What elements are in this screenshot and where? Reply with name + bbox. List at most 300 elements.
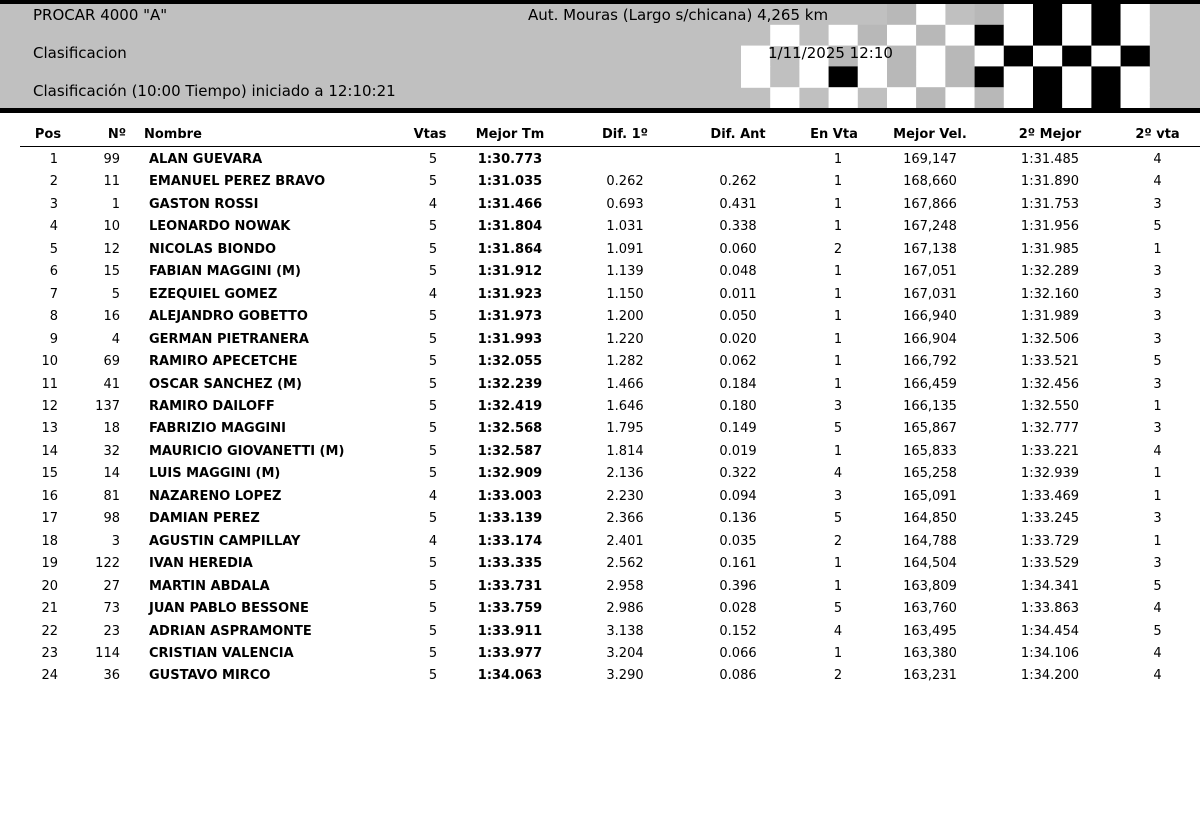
cell-best-time: 1:32.909 [477,466,543,482]
cell-best-speed: 167,051 [903,264,957,280]
cell-best-time: 1:33.759 [477,601,543,616]
col-header-second-best: 2º Mejor [1018,127,1082,142]
table-row [0,553,1200,575]
cell-number: 137 [95,398,120,414]
cell-second-lap: 4 [1153,668,1162,684]
cell-best-speed: 164,504 [903,556,957,572]
cell-diff-first: 2.401 [606,533,644,549]
cell-diff-prev: 0.262 [719,174,757,190]
cell-number: 3 [111,533,120,549]
cell-on-lap: 4 [833,623,843,639]
cell-diff-prev: 0.020 [719,331,757,347]
cell-best-speed: 164,788 [903,533,957,549]
cell-diff-first: 1.814 [606,443,644,459]
cell-best-speed: 167,248 [903,219,957,235]
cell-best-speed: 167,031 [903,286,957,302]
cell-diff-prev: 0.048 [719,264,757,280]
cell-best-time: 1:31.804 [477,219,543,235]
cell-pos: 10 [41,354,58,369]
cell-best-speed: 167,866 [903,196,957,212]
cell-on-lap: 1 [833,174,843,190]
cell-second-best: 1:31.753 [1020,196,1080,212]
header-bottom-line [0,108,1200,113]
cell-best-time: 1:31.466 [477,196,543,212]
cell-driver-name: EMANUEL PEREZ BRAVO [149,174,326,190]
cell-second-best: 1:31.485 [1020,152,1080,167]
cell-laps: 4 [428,533,438,549]
cell-second-lap: 5 [1153,578,1162,594]
cell-number: 41 [103,376,120,392]
col-header-second-lap: 2º vta [1135,127,1180,142]
cell-second-best: 1:32.160 [1020,286,1080,302]
cell-second-best: 1:34.106 [1020,645,1080,661]
table-row [0,508,1200,530]
cell-best-speed: 165,867 [903,421,957,437]
table-row [0,194,1200,216]
cell-diff-first: 2.562 [606,556,644,572]
cell-on-lap: 5 [833,511,843,527]
table-row [0,329,1200,351]
cell-best-speed: 166,792 [903,354,957,369]
cell-number: 11 [103,174,120,190]
cell-second-best: 1:31.890 [1020,174,1080,190]
table-row [0,486,1200,508]
cell-driver-name: ALEJANDRO GOBETTO [149,309,308,325]
cell-second-best: 1:31.985 [1020,241,1080,257]
cell-pos: 2 [49,174,58,190]
cell-laps: 5 [428,331,438,347]
col-header-best-time: Mejor Tm [475,127,545,142]
cell-best-time: 1:31.993 [477,331,543,347]
cell-second-best: 1:32.289 [1020,264,1080,280]
cell-best-speed: 169,147 [903,152,957,167]
cell-best-speed: 165,258 [903,466,957,482]
cell-laps: 5 [428,398,438,414]
cell-best-speed: 163,231 [903,668,957,684]
cell-best-time: 1:32.055 [477,354,543,369]
cell-second-lap: 4 [1153,152,1162,167]
cell-best-time: 1:31.912 [477,264,543,280]
cell-diff-prev: 0.011 [719,286,757,302]
cell-best-speed: 163,380 [903,645,957,661]
cell-number: 15 [103,264,120,280]
header-underline [20,146,1200,147]
cell-second-lap: 1 [1153,488,1162,504]
table-row [0,418,1200,440]
cell-on-lap: 5 [833,601,843,616]
cell-second-best: 1:34.341 [1020,578,1080,594]
cell-pos: 5 [49,241,58,257]
cell-driver-name: RAMIRO APECETCHE [149,354,298,369]
cell-pos: 11 [41,376,58,392]
cell-diff-prev: 0.338 [719,219,757,235]
cell-second-best: 1:33.221 [1020,443,1080,459]
cell-on-lap: 1 [833,264,843,280]
cell-diff-prev: 0.062 [719,354,757,369]
cell-driver-name: MARTIN ABDALA [149,578,270,594]
cell-laps: 5 [428,219,438,235]
cell-diff-prev: 0.136 [719,511,757,527]
cell-second-lap: 1 [1153,466,1162,482]
cell-pos: 23 [41,645,58,661]
table-row [0,374,1200,396]
cell-on-lap: 1 [833,376,843,392]
cell-diff-first: 0.262 [606,174,644,190]
cell-best-time: 1:32.419 [477,398,543,414]
cell-number: 122 [95,556,120,572]
cell-laps: 5 [428,264,438,280]
cell-laps: 5 [428,466,438,482]
col-header-num: Nº [107,127,127,142]
cell-laps: 5 [428,174,438,190]
cell-best-time: 1:33.731 [477,578,543,594]
cell-best-time: 1:31.973 [477,309,543,325]
cell-diff-first: 1.091 [606,241,644,257]
table-row [0,306,1200,328]
cell-best-time: 1:33.174 [477,533,543,549]
cell-driver-name: LEONARDO NOWAK [149,219,291,235]
cell-diff-prev: 0.149 [719,421,757,437]
cell-driver-name: CRISTIAN VALENCIA [149,645,294,661]
cell-diff-prev: 0.035 [719,533,757,549]
cell-second-lap: 3 [1153,556,1162,572]
cell-diff-first: 1.795 [606,421,644,437]
cell-best-speed: 167,138 [903,241,957,257]
session-name: Clasificacion [33,44,127,62]
cell-diff-prev: 0.094 [719,488,757,504]
cell-diff-first: 1.139 [606,264,644,280]
cell-second-best: 1:33.521 [1020,354,1080,369]
table-row [0,284,1200,306]
cell-pos: 19 [41,556,58,572]
table-row [0,216,1200,238]
cell-laps: 5 [428,376,438,392]
table-row [0,171,1200,193]
cell-laps: 5 [428,241,438,257]
cell-best-time: 1:33.139 [477,511,543,527]
cell-pos: 18 [41,533,58,549]
cell-diff-first: 0.693 [606,196,644,212]
cell-diff-prev: 0.060 [719,241,757,257]
cell-diff-first: 1.150 [606,286,644,302]
cell-driver-name: IVAN HEREDIA [149,556,253,572]
cell-second-lap: 5 [1153,219,1162,235]
cell-pos: 12 [41,398,58,414]
cell-number: 18 [103,421,120,437]
cell-second-lap: 4 [1153,601,1162,616]
cell-second-lap: 3 [1153,511,1162,527]
cell-second-lap: 4 [1153,443,1162,459]
table-row [0,621,1200,643]
cell-driver-name: ADRIAN ASPRAMONTE [149,623,312,639]
cell-on-lap: 2 [833,241,843,257]
cell-laps: 5 [428,354,438,369]
category-title: PROCAR 4000 "A" [33,6,168,24]
cell-driver-name: JUAN PABLO BESSONE [149,601,309,616]
cell-second-best: 1:33.469 [1020,488,1080,504]
cell-best-speed: 165,091 [903,488,957,504]
cell-number: 114 [95,645,120,661]
table-row [0,441,1200,463]
cell-second-best: 1:34.454 [1020,623,1080,639]
cell-pos: 13 [41,421,58,437]
cell-number: 99 [103,152,120,167]
cell-on-lap: 3 [833,488,843,504]
cell-pos: 15 [41,466,58,482]
cell-best-speed: 165,833 [903,443,957,459]
cell-number: 23 [103,623,120,639]
cell-best-speed: 163,495 [903,623,957,639]
cell-diff-first: 1.466 [606,376,644,392]
cell-on-lap: 1 [833,578,843,594]
cell-laps: 4 [428,286,438,302]
table-row [0,463,1200,485]
cell-second-best: 1:32.456 [1020,376,1080,392]
cell-second-lap: 3 [1153,286,1162,302]
table-row [0,149,1200,171]
cell-laps: 5 [428,152,438,167]
cell-on-lap: 4 [833,466,843,482]
cell-best-speed: 168,660 [903,174,957,190]
cell-second-lap: 3 [1153,196,1162,212]
cell-second-lap: 3 [1153,421,1162,437]
cell-second-best: 1:34.200 [1020,668,1080,684]
table-row [0,531,1200,553]
cell-laps: 5 [428,556,438,572]
cell-pos: 7 [49,286,58,302]
cell-number: 32 [103,443,120,459]
table-row [0,643,1200,665]
cell-on-lap: 1 [833,354,843,369]
cell-number: 5 [111,286,120,302]
cell-number: 27 [103,578,120,594]
cell-diff-prev: 0.180 [719,398,757,414]
cell-number: 81 [103,488,120,504]
cell-laps: 5 [428,668,438,684]
cell-number: 73 [103,601,120,616]
cell-laps: 5 [428,309,438,325]
cell-second-best: 1:33.729 [1020,533,1080,549]
cell-laps: 5 [428,421,438,437]
cell-second-lap: 4 [1153,645,1162,661]
table-row [0,576,1200,598]
cell-driver-name: LUIS MAGGINI (M) [149,466,281,482]
cell-diff-first: 1.200 [606,309,644,325]
cell-best-time: 1:34.063 [477,668,543,684]
cell-laps: 5 [428,511,438,527]
cell-best-time: 1:32.239 [477,376,543,392]
cell-on-lap: 2 [833,533,843,549]
cell-diff-prev: 0.028 [719,601,757,616]
cell-laps: 5 [428,623,438,639]
cell-laps: 5 [428,601,438,616]
cell-diff-prev: 0.066 [719,645,757,661]
cell-best-time: 1:31.864 [477,241,543,257]
cell-diff-first: 2.958 [606,578,644,594]
cell-diff-prev: 0.086 [719,668,757,684]
cell-number: 10 [103,219,120,235]
cell-number: 14 [103,466,120,482]
cell-driver-name: MAURICIO GIOVANETTI (M) [149,443,345,459]
cell-second-best: 1:32.939 [1020,466,1080,482]
cell-best-speed: 166,459 [903,376,957,392]
cell-diff-first: 2.986 [606,601,644,616]
cell-on-lap: 1 [833,309,843,325]
cell-second-lap: 4 [1153,174,1162,190]
cell-number: 36 [103,668,120,684]
cell-best-time: 1:32.587 [477,443,543,459]
cell-pos: 20 [41,578,58,594]
cell-pos: 9 [49,331,58,347]
cell-laps: 5 [428,578,438,594]
cell-pos: 14 [41,443,58,459]
table-row [0,261,1200,283]
cell-on-lap: 1 [833,556,843,572]
table-row [0,665,1200,687]
cell-on-lap: 2 [833,668,843,684]
cell-diff-prev: 0.431 [719,196,757,212]
cell-on-lap: 1 [833,196,843,212]
cell-driver-name: EZEQUIEL GOMEZ [149,286,278,302]
cell-best-speed: 164,850 [903,511,957,527]
cell-on-lap: 5 [833,421,843,437]
col-header-laps: Vtas [413,127,447,142]
cell-diff-first: 3.204 [606,645,644,661]
cell-second-lap: 3 [1153,309,1162,325]
cell-number: 4 [111,331,120,347]
cell-diff-first: 2.136 [606,466,644,482]
table-row [0,351,1200,373]
cell-diff-first: 1.031 [606,219,644,235]
cell-second-lap: 1 [1153,241,1162,257]
cell-number: 69 [103,354,120,369]
cell-driver-name: ALAN GUEVARA [149,152,263,167]
cell-diff-prev: 0.161 [719,556,757,572]
cell-diff-prev: 0.184 [719,376,757,392]
cell-second-best: 1:33.863 [1020,601,1080,616]
col-header-pos: Pos [34,127,62,142]
cell-on-lap: 1 [833,286,843,302]
cell-driver-name: FABRIZIO MAGGINI [149,421,286,437]
cell-driver-name: NICOLAS BIONDO [149,241,277,257]
cell-number: 98 [103,511,120,527]
cell-diff-first: 1.282 [606,354,644,369]
cell-second-lap: 3 [1153,376,1162,392]
cell-laps: 5 [428,645,438,661]
cell-diff-first: 1.220 [606,331,644,347]
cell-laps: 4 [428,488,438,504]
cell-diff-prev: 0.152 [719,623,757,639]
cell-best-time: 1:33.335 [477,556,543,572]
cell-driver-name: OSCAR SANCHEZ (M) [149,376,302,392]
cell-on-lap: 1 [833,152,843,167]
cell-second-lap: 1 [1153,533,1162,549]
cell-best-time: 1:30.773 [477,152,543,167]
cell-second-lap: 5 [1153,354,1162,369]
cell-second-best: 1:33.529 [1020,556,1080,572]
cell-driver-name: FABIAN MAGGINI (M) [149,264,301,280]
cell-second-lap: 3 [1153,331,1162,347]
cell-on-lap: 1 [833,443,843,459]
cell-best-time: 1:31.035 [477,174,543,190]
cell-diff-prev: 0.322 [719,466,757,482]
cell-diff-first: 2.230 [606,488,644,504]
cell-number: 12 [103,241,120,257]
cell-second-best: 1:32.550 [1020,398,1080,414]
cell-diff-first: 1.646 [606,398,644,414]
col-header-best-speed: Mejor Vel. [893,127,967,142]
table-row [0,239,1200,261]
cell-number: 16 [103,309,120,325]
cell-pos: 21 [41,601,58,616]
col-header-diff-first: Dif. 1º [601,127,649,142]
cell-pos: 4 [49,219,58,235]
cell-pos: 22 [41,623,58,639]
cell-best-speed: 166,904 [903,331,957,347]
cell-number: 1 [111,196,120,212]
cell-best-time: 1:32.568 [477,421,543,437]
session-datetime: 1/11/2025 12:10 [768,44,893,62]
report-header [0,0,1200,113]
cell-driver-name: NAZARENO LOPEZ [149,488,282,504]
cell-second-best: 1:31.989 [1020,309,1080,325]
cell-best-speed: 163,809 [903,578,957,594]
cell-pos: 24 [41,668,58,684]
cell-pos: 6 [49,264,58,280]
cell-second-best: 1:33.245 [1020,511,1080,527]
cell-pos: 16 [41,488,58,504]
cell-diff-first: 3.290 [606,668,644,684]
cell-driver-name: GUSTAVO MIRCO [149,668,271,684]
col-header-diff-prev: Dif. Ant [710,127,766,142]
cell-best-speed: 166,940 [903,309,957,325]
cell-best-speed: 166,135 [903,398,957,414]
cell-driver-name: AGUSTIN CAMPILLAY [149,533,301,549]
cell-pos: 1 [49,152,58,167]
cell-second-lap: 5 [1153,623,1162,639]
circuit-name: Aut. Mouras (Largo s/chicana) 4,265 km [528,6,829,24]
cell-best-speed: 163,760 [903,601,957,616]
cell-diff-first: 2.366 [606,511,644,527]
cell-diff-prev: 0.050 [719,309,757,325]
cell-best-time: 1:33.911 [477,623,543,639]
session-subtitle: Clasificación (10:00 Tiempo) iniciado a 12:10:21 [33,82,396,100]
cell-laps: 5 [428,443,438,459]
cell-driver-name: RAMIRO DAILOFF [149,398,275,414]
cell-second-lap: 1 [1153,398,1162,414]
cell-pos: 8 [49,309,58,325]
cell-driver-name: GERMAN PIETRANERA [149,331,309,347]
cell-on-lap: 1 [833,645,843,661]
col-header-on-lap: En Vta [810,127,858,142]
cell-second-best: 1:32.777 [1020,421,1080,437]
cell-diff-first: 3.138 [606,623,644,639]
cell-best-time: 1:31.923 [477,286,543,302]
cell-second-best: 1:32.506 [1020,331,1080,347]
cell-on-lap: 3 [833,398,843,414]
table-row [0,396,1200,418]
table-row [0,598,1200,620]
cell-diff-prev: 0.019 [719,443,757,459]
cell-driver-name: GASTON ROSSI [149,196,259,212]
cell-second-lap: 3 [1153,264,1162,280]
cell-best-time: 1:33.003 [477,488,543,504]
col-header-name: Nombre [144,127,202,142]
cell-on-lap: 1 [833,219,843,235]
cell-diff-prev: 0.396 [719,578,757,594]
cell-on-lap: 1 [833,331,843,347]
cell-driver-name: DAMIAN PEREZ [149,511,260,527]
